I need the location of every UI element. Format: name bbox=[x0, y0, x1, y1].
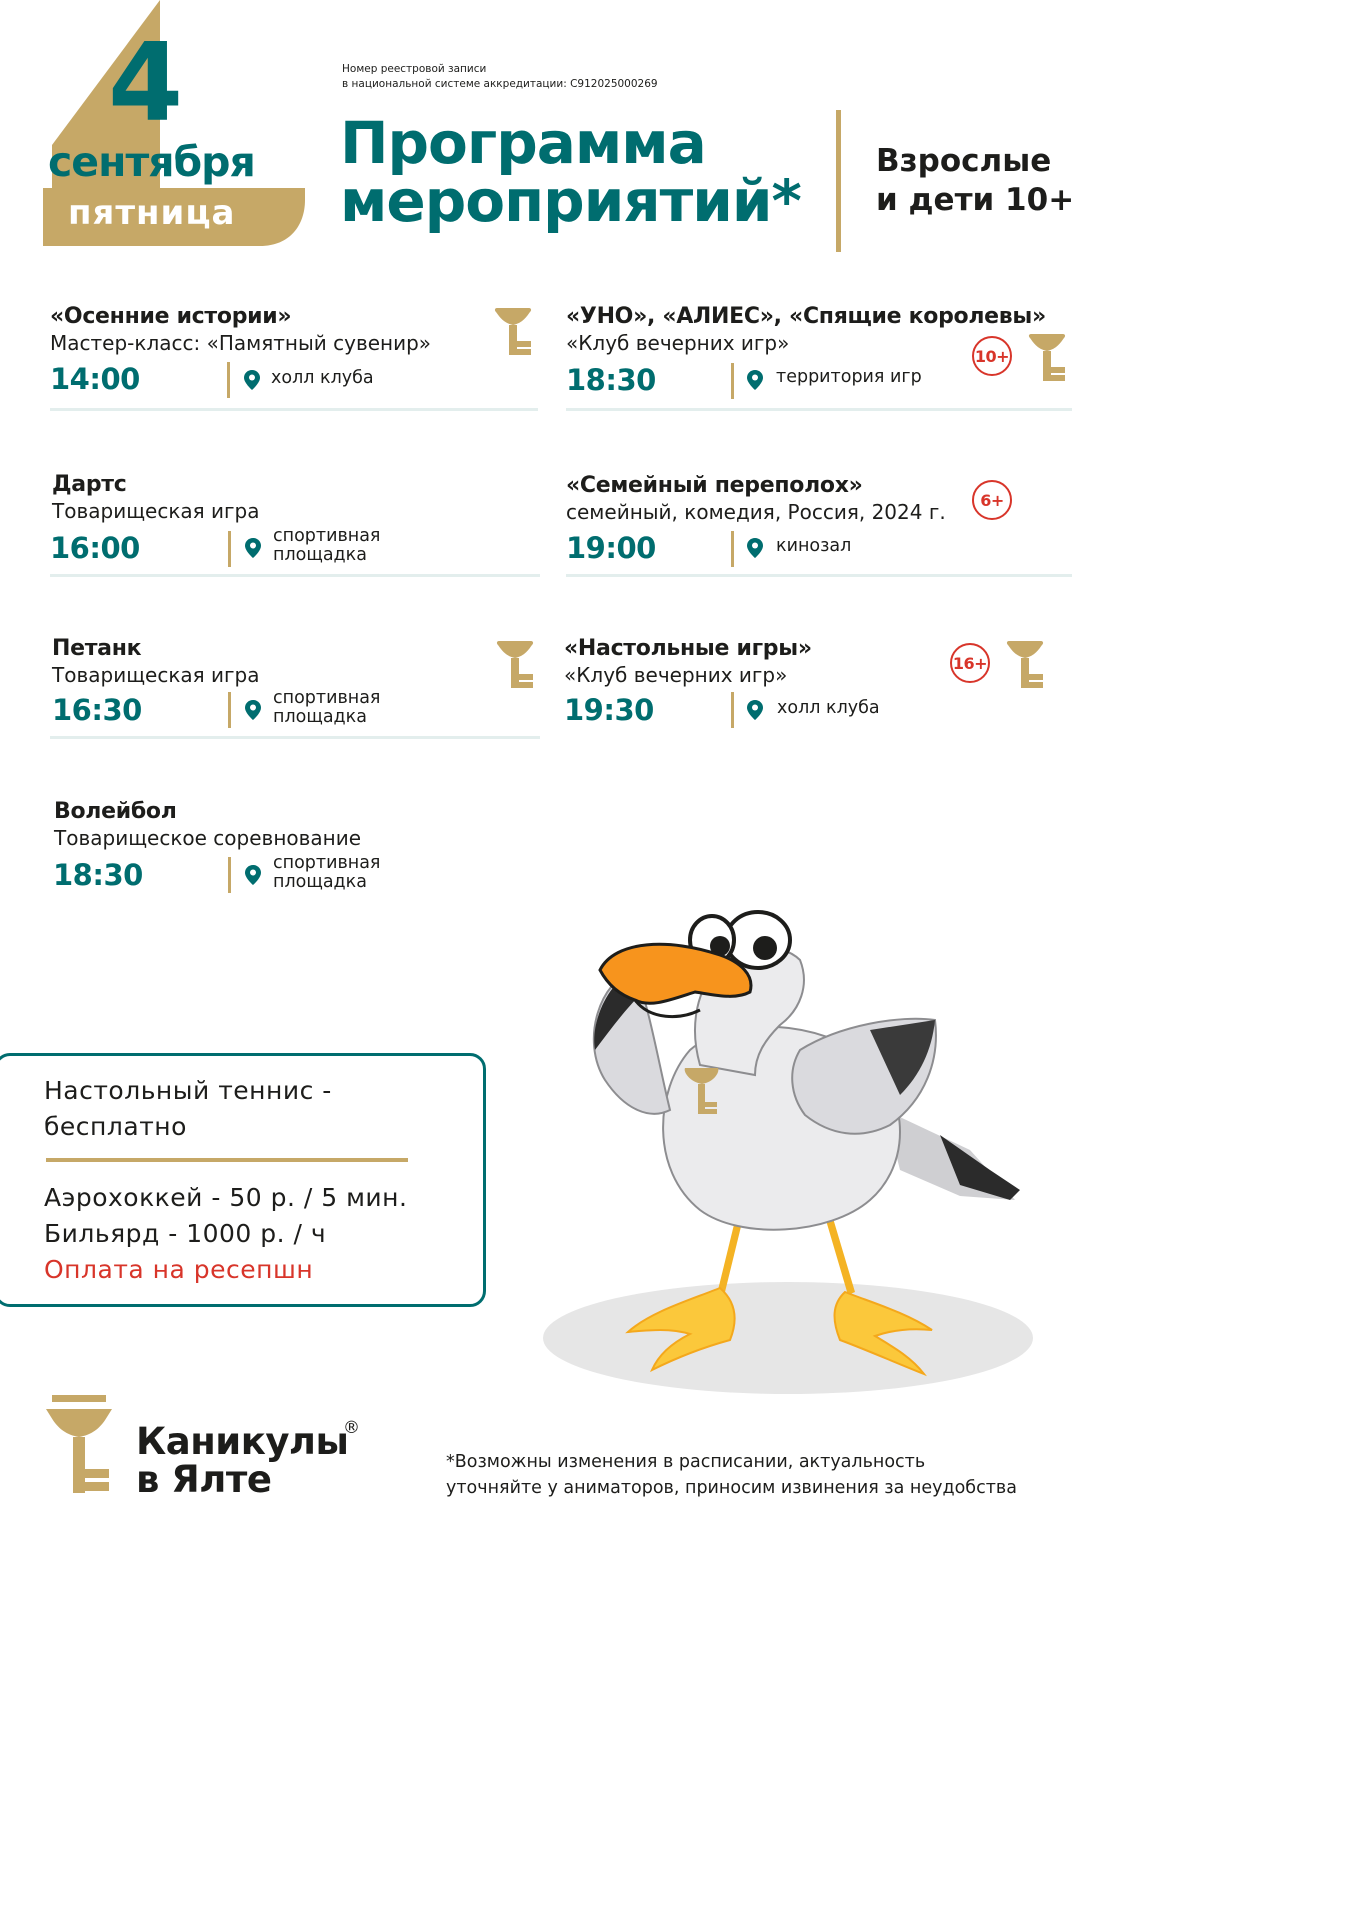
event-item bbox=[52, 636, 260, 688]
audience-label bbox=[876, 142, 1074, 220]
event-place bbox=[273, 689, 380, 727]
event-place-line-1: территория игр bbox=[776, 367, 922, 387]
page-title-line-2: мероприятий* bbox=[340, 167, 801, 235]
price-airhockey: Аэрохоккей - 50 р. / 5 мин. bbox=[44, 1183, 408, 1212]
free-service-line-1: Настольный теннис - bbox=[44, 1076, 332, 1105]
cup-key-icon bbox=[1027, 331, 1067, 383]
event-place bbox=[273, 527, 380, 565]
age-badge: 6+ bbox=[972, 480, 1012, 520]
age-badge: 16+ bbox=[950, 643, 990, 683]
location-pin-icon bbox=[747, 370, 763, 390]
event-place-line-1: спортивная bbox=[273, 688, 381, 708]
event-subtitle: «Клуб вечерних игр» bbox=[566, 331, 790, 355]
event-subtitle: семейный, комедия, Россия, 2024 г. bbox=[566, 500, 946, 524]
audience-line-1: Взрослые bbox=[876, 143, 1052, 179]
logo-cup-key-icon bbox=[44, 1395, 114, 1495]
event-divider bbox=[566, 408, 1072, 411]
event-separator bbox=[228, 857, 231, 893]
location-pin-icon bbox=[244, 370, 260, 390]
cup-key-icon bbox=[495, 638, 535, 690]
event-place-line-1: холл клуба bbox=[777, 698, 880, 718]
header-divider bbox=[836, 110, 841, 252]
event-time: 14:00 bbox=[50, 362, 140, 396]
payment-note: Оплата на ресепшн bbox=[44, 1255, 314, 1284]
brand-logo-text bbox=[136, 1420, 349, 1501]
event-item bbox=[52, 472, 260, 524]
event-subtitle: Товарищеская игра bbox=[52, 663, 260, 687]
date-day-number: 4 bbox=[108, 21, 180, 146]
location-pin-icon bbox=[747, 538, 763, 558]
event-subtitle: Товарищеское соревнование bbox=[54, 826, 362, 850]
event-separator bbox=[228, 692, 231, 728]
event-place bbox=[776, 537, 851, 556]
brand-line-1: Каникулы bbox=[136, 1420, 349, 1463]
registered-mark: ® bbox=[343, 1418, 360, 1438]
footnote bbox=[446, 1449, 1017, 1501]
event-separator bbox=[731, 363, 734, 399]
event-title: Петанк bbox=[52, 636, 142, 661]
seagull-mascot bbox=[540, 900, 1040, 1400]
registry-line-1: Номер реестровой записи bbox=[342, 63, 487, 75]
event-item bbox=[50, 304, 431, 356]
info-divider bbox=[46, 1158, 408, 1162]
footnote-line-2: уточняйте у аниматоров, приносим извинения за неудобства bbox=[446, 1478, 1017, 1498]
event-time: 16:30 bbox=[52, 693, 142, 727]
event-subtitle: Товарищеская игра bbox=[52, 499, 260, 523]
event-time: 18:30 bbox=[53, 858, 143, 892]
event-divider bbox=[50, 736, 540, 739]
event-place bbox=[273, 854, 380, 892]
event-divider bbox=[566, 574, 1072, 577]
registry-line-2: в национальной системе аккредитации: С912025000269 bbox=[342, 78, 658, 90]
event-title: Дартс bbox=[52, 472, 127, 497]
location-pin-icon bbox=[245, 538, 261, 558]
free-service-text bbox=[44, 1073, 332, 1145]
footnote-line-1: *Возможны изменения в расписании, актуальность bbox=[446, 1452, 926, 1472]
event-title: «Семейный переполох» bbox=[566, 473, 863, 498]
event-place-line-1: кинозал bbox=[776, 536, 852, 556]
event-time: 19:00 bbox=[566, 531, 656, 565]
event-place bbox=[776, 368, 922, 387]
event-title: «УНО», «АЛИЕС», «Спящие королевы» bbox=[566, 304, 1046, 329]
date-weekday: пятница bbox=[68, 193, 236, 233]
location-pin-icon bbox=[747, 700, 763, 720]
cup-key-icon bbox=[493, 305, 533, 357]
event-place bbox=[271, 369, 374, 388]
location-pin-icon bbox=[245, 865, 261, 885]
event-place bbox=[777, 699, 880, 718]
event-place-line-2: площадка bbox=[273, 872, 367, 892]
date-month: сентября bbox=[48, 138, 255, 186]
page-title bbox=[340, 109, 801, 235]
event-title: Волейбол bbox=[54, 799, 177, 824]
event-divider bbox=[50, 574, 540, 577]
event-time: 19:30 bbox=[564, 693, 654, 727]
event-item bbox=[54, 799, 361, 851]
event-separator bbox=[731, 692, 734, 728]
page-title-line-1: Программа bbox=[340, 109, 706, 177]
audience-line-2: и дети 10+ bbox=[876, 182, 1075, 218]
event-subtitle: Мастер-класс: «Памятный сувенир» bbox=[50, 331, 432, 355]
event-time: 18:30 bbox=[566, 363, 656, 397]
registry-note bbox=[342, 62, 658, 92]
event-time: 16:00 bbox=[50, 531, 140, 565]
event-item bbox=[564, 636, 812, 688]
event-separator bbox=[227, 362, 230, 398]
event-title: «Настольные игры» bbox=[564, 636, 812, 661]
location-pin-icon bbox=[245, 700, 261, 720]
age-badge: 10+ bbox=[972, 336, 1012, 376]
event-place-line-1: холл клуба bbox=[271, 368, 374, 388]
cup-key-icon bbox=[1005, 638, 1045, 690]
brand-line-2: в Ялте bbox=[136, 1458, 272, 1501]
event-place-line-1: спортивная bbox=[273, 853, 381, 873]
event-place-line-1: спортивная bbox=[273, 526, 381, 546]
event-divider bbox=[50, 408, 538, 411]
free-service-line-2: бесплатно bbox=[44, 1112, 187, 1141]
event-place-line-2: площадка bbox=[273, 707, 367, 727]
event-place-line-2: площадка bbox=[273, 545, 367, 565]
event-separator bbox=[228, 531, 231, 567]
event-item bbox=[566, 473, 946, 525]
event-title: «Осенние истории» bbox=[50, 304, 292, 329]
event-subtitle: «Клуб вечерних игр» bbox=[564, 663, 788, 687]
event-separator bbox=[731, 531, 734, 567]
price-billiards: Бильярд - 1000 р. / ч bbox=[44, 1219, 327, 1248]
